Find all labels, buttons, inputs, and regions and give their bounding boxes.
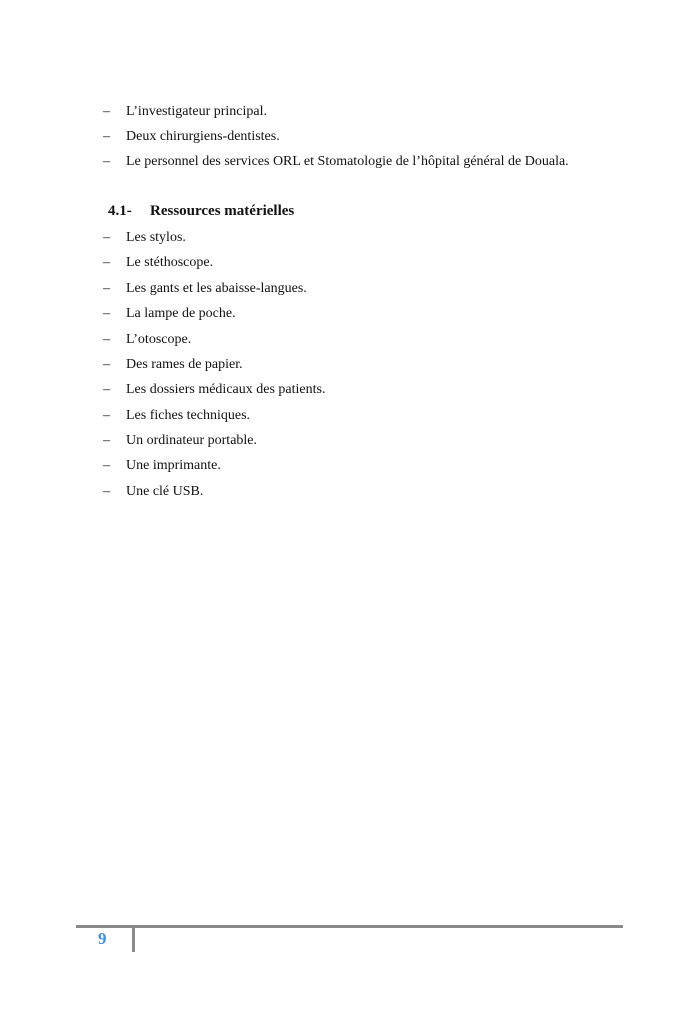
list-item-text: Le stéthoscope. bbox=[126, 255, 214, 270]
bullet-dash: – bbox=[103, 458, 110, 473]
list-item-text: Un ordinateur portable. bbox=[126, 433, 258, 448]
list-item-text: Les gants et les abaisse-langues. bbox=[126, 281, 307, 296]
bullet-dash: – bbox=[103, 433, 110, 448]
section-number: 4.1- bbox=[108, 203, 132, 219]
list-item-text: Deux chirurgiens-dentistes. bbox=[126, 129, 280, 144]
list-item-text: Une clé USB. bbox=[126, 484, 204, 499]
bullet-dash: – bbox=[103, 129, 110, 144]
list-item-text: L’investigateur principal. bbox=[126, 104, 267, 119]
bullet-dash: – bbox=[103, 484, 110, 499]
list-item-text: Une imprimante. bbox=[126, 458, 221, 473]
section-title: Ressources matérielles bbox=[150, 203, 295, 219]
bullet-dash: – bbox=[103, 281, 110, 296]
list-item-text: Les stylos. bbox=[126, 230, 186, 245]
bullet-dash: – bbox=[103, 332, 110, 347]
list-item-text: Les fiches techniques. bbox=[126, 408, 251, 423]
page-number: 9 bbox=[98, 929, 107, 948]
list-item-text: Les dossiers médicaux des patients. bbox=[126, 382, 326, 397]
bullet-dash: – bbox=[103, 104, 110, 119]
bullet-dash: – bbox=[103, 306, 110, 321]
bullet-dash: – bbox=[103, 408, 110, 423]
list-item-text: La lampe de poche. bbox=[126, 306, 236, 321]
footer-divider bbox=[132, 926, 135, 952]
bullet-dash: – bbox=[103, 154, 110, 169]
bullet-dash: – bbox=[103, 255, 110, 270]
bullet-dash: – bbox=[103, 230, 110, 245]
list-item-text: Le personnel des services ORL et Stomatologie de l’hôpital général de Douala. bbox=[126, 154, 569, 169]
bullet-dash: – bbox=[103, 382, 110, 397]
bullet-dash: – bbox=[103, 357, 110, 372]
footer-rule bbox=[76, 925, 623, 928]
list-item-text: L’otoscope. bbox=[126, 332, 192, 347]
list-item-text: Des rames de papier. bbox=[126, 357, 243, 372]
